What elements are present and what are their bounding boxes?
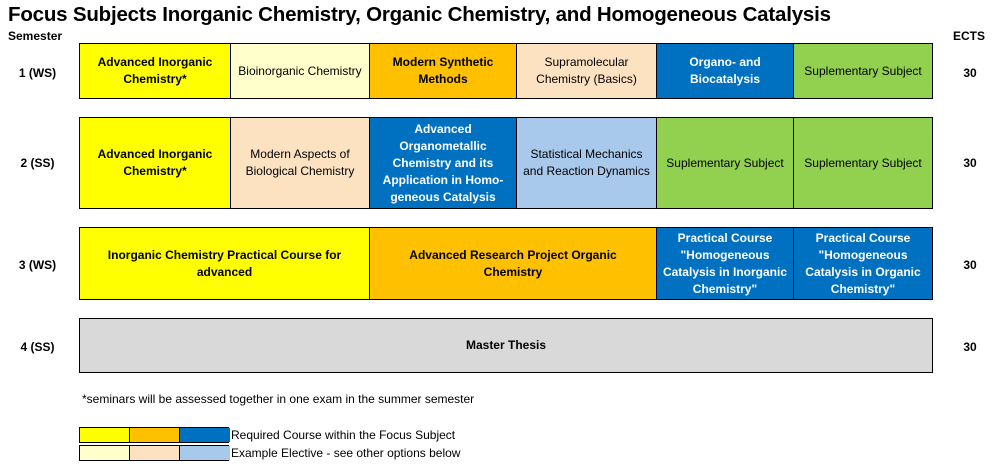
master-thesis-cell: Master Thesis <box>80 319 932 372</box>
course-cell: Suplementary Subject <box>794 118 932 208</box>
legend-swatch-catalysis-elective <box>180 446 230 460</box>
semester-row-1 <box>79 43 933 99</box>
legend-elective-swatches <box>79 445 229 461</box>
semester-row-2 <box>79 117 933 209</box>
ects-value-1: 30 <box>963 66 977 80</box>
course-cell: Modern Aspects of Biological Chemistry <box>231 118 370 208</box>
course-cell: Modern Synthetic Methods <box>370 44 517 98</box>
course-cell: Advanced Inorganic Chemistry* <box>80 44 231 98</box>
course-cell: Supramolecular Chemistry (Basics) <box>517 44 657 98</box>
course-cell: Advanced Inorganic Chemistry* <box>80 118 231 208</box>
ects-header: ECTS <box>953 29 986 43</box>
footnote: *seminars will be assessed together in one exam in the summer semester <box>82 392 475 406</box>
semester-row-3 <box>79 227 933 300</box>
legend-elective-label: Example Elective - see other options below <box>231 446 461 460</box>
course-cell: Statistical Mechanics and Reaction Dynamics <box>517 118 657 208</box>
semester-label-3: 3 (WS) <box>18 258 57 272</box>
legend-swatch-inorganic-required <box>80 428 130 442</box>
semester-label-1: 1 (WS) <box>18 66 57 80</box>
semester-row-4 <box>79 318 933 373</box>
legend-required-swatches <box>79 427 229 443</box>
ects-value-2: 30 <box>963 156 977 170</box>
course-cell: Organo- and Biocatalysis <box>657 44 794 98</box>
course-cell: Practical Course "Homogeneous Catalysis in Organic Chemistry" <box>794 228 932 299</box>
legend-swatch-organic-elective <box>130 446 180 460</box>
legend-swatch-catalysis-required <box>180 428 230 442</box>
semester-label-4: 4 (SS) <box>20 340 55 354</box>
legend-swatch-organic-required <box>130 428 180 442</box>
course-cell: Bioinorganic Chemistry <box>231 44 370 98</box>
semester-label-2: 2 (SS) <box>20 156 55 170</box>
course-cell: Advanced Organometallic Chemistry and its Application in Homo-geneous Catalysis <box>370 118 517 208</box>
course-cell: Suplementary Subject <box>657 118 794 208</box>
ects-value-3: 30 <box>963 258 977 272</box>
page-title: Focus Subjects Inorganic Chemistry, Organic Chemistry, and Homogeneous Catalysis <box>8 3 831 26</box>
semester-header: Semester <box>8 29 63 43</box>
course-cell: Advanced Research Project Organic Chemistry <box>370 228 657 299</box>
legend-required-label: Required Course within the Focus Subject <box>231 428 456 442</box>
course-cell: Practical Course "Homogeneous Catalysis in Inorganic Chemistry" <box>657 228 794 299</box>
course-cell: Suplementary Subject <box>794 44 932 98</box>
course-cell: Inorganic Chemistry Practical Course for advanced <box>80 228 370 299</box>
legend-swatch-inorganic-elective <box>80 446 130 460</box>
ects-value-4: 30 <box>963 340 977 354</box>
